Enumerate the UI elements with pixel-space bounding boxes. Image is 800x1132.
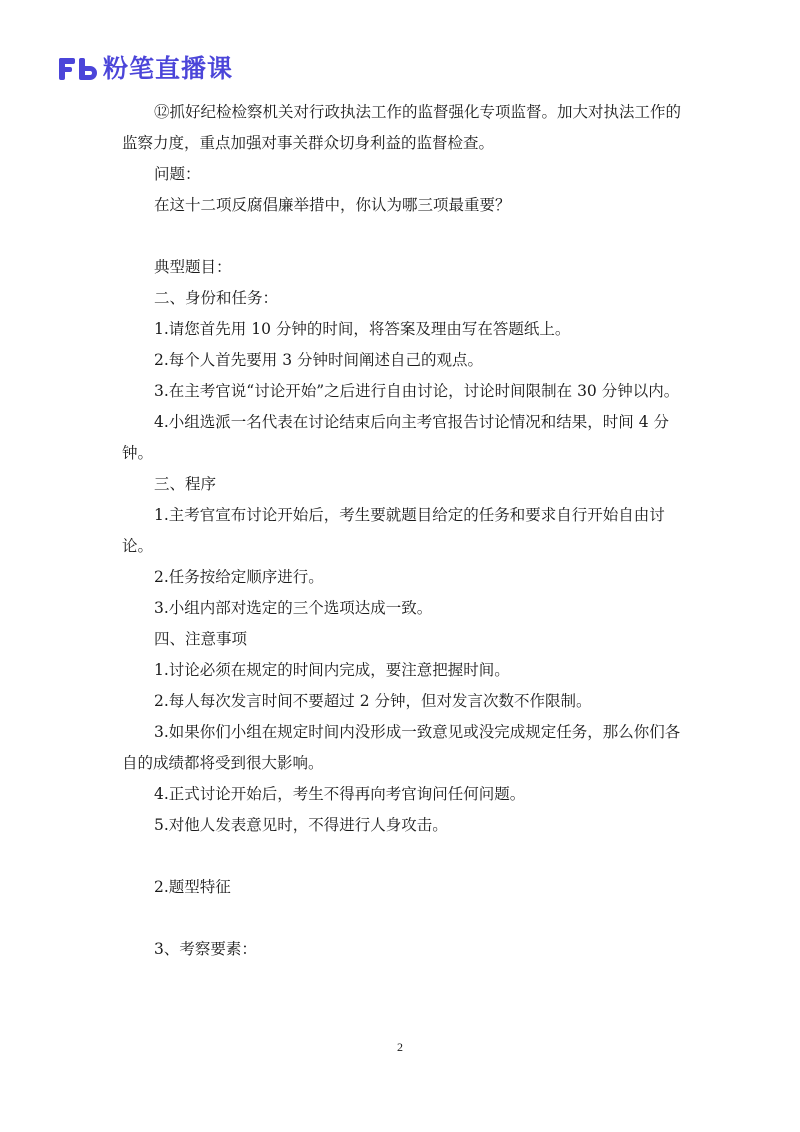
paragraph: 3.如果你们小组在规定时间内没形成一致意见或没完成规定任务，那么你们各自的成绩都将受到很大影响。	[122, 723, 681, 772]
paragraph: 问题：	[154, 165, 201, 183]
paragraph: 3.小组内部对选定的三个选项达成一致。	[154, 599, 433, 617]
logo-text: 粉笔直播课	[103, 54, 234, 83]
fb-logo-icon	[57, 55, 99, 83]
paragraph: 在这十二项反腐倡廉举措中，你认为哪三项最重要？	[154, 196, 511, 214]
paragraph: 1.主考官宣布讨论开始后，考生要就题目给定的任务和要求自行开始自由讨论。	[122, 506, 665, 555]
paragraph: 4.小组选派一名代表在讨论结束后向主考官报告讨论情况和结果，时间 4 分钟。	[122, 413, 670, 462]
paragraph: 2.每人每次发言时间不要超过 2 分钟，但对发言次数不作限制。	[154, 692, 592, 710]
paragraph: 四、注意事项	[154, 630, 248, 648]
paragraph: 2.任务按给定顺序进行。	[154, 568, 324, 586]
paragraph: 1.请您首先用 10 分钟的时间，将答案及理由写在答题纸上。	[154, 320, 571, 338]
paragraph: ⑫抓好纪检检察机关对行政执法工作的监督强化专项监督。加大对执法工作的监察力度，重点加强对事关群众切身利益的监督检查。	[122, 103, 682, 152]
blank-line	[122, 841, 692, 872]
blank-line	[122, 221, 692, 252]
paragraph: 4.正式讨论开始后，考生不得再向考官询问任何问题。	[154, 785, 526, 803]
paragraph: 5.对他人发表意见时，不得进行人身攻击。	[154, 816, 448, 834]
paragraph: 2.题型特征	[154, 878, 231, 896]
blank-line	[122, 903, 692, 934]
paragraph: 3.在主考官说“讨论开始”之后进行自由讨论，讨论时间限制在 30 分钟以内。	[154, 382, 680, 400]
paragraph: 典型题目：	[154, 258, 232, 276]
page-number: 2	[397, 1040, 403, 1054]
paragraph: 三、程序	[154, 475, 217, 493]
paragraph: 2.每个人首先要用 3 分钟时间阐述自己的观点。	[154, 351, 484, 369]
paragraph: 1.讨论必须在规定的时间内完成，要注意把握时间。	[154, 661, 510, 679]
paragraph: 3、考察要素：	[154, 940, 257, 958]
document-body	[122, 97, 692, 965]
paragraph: 二、身份和任务：	[154, 289, 279, 307]
brand-logo	[57, 54, 233, 84]
